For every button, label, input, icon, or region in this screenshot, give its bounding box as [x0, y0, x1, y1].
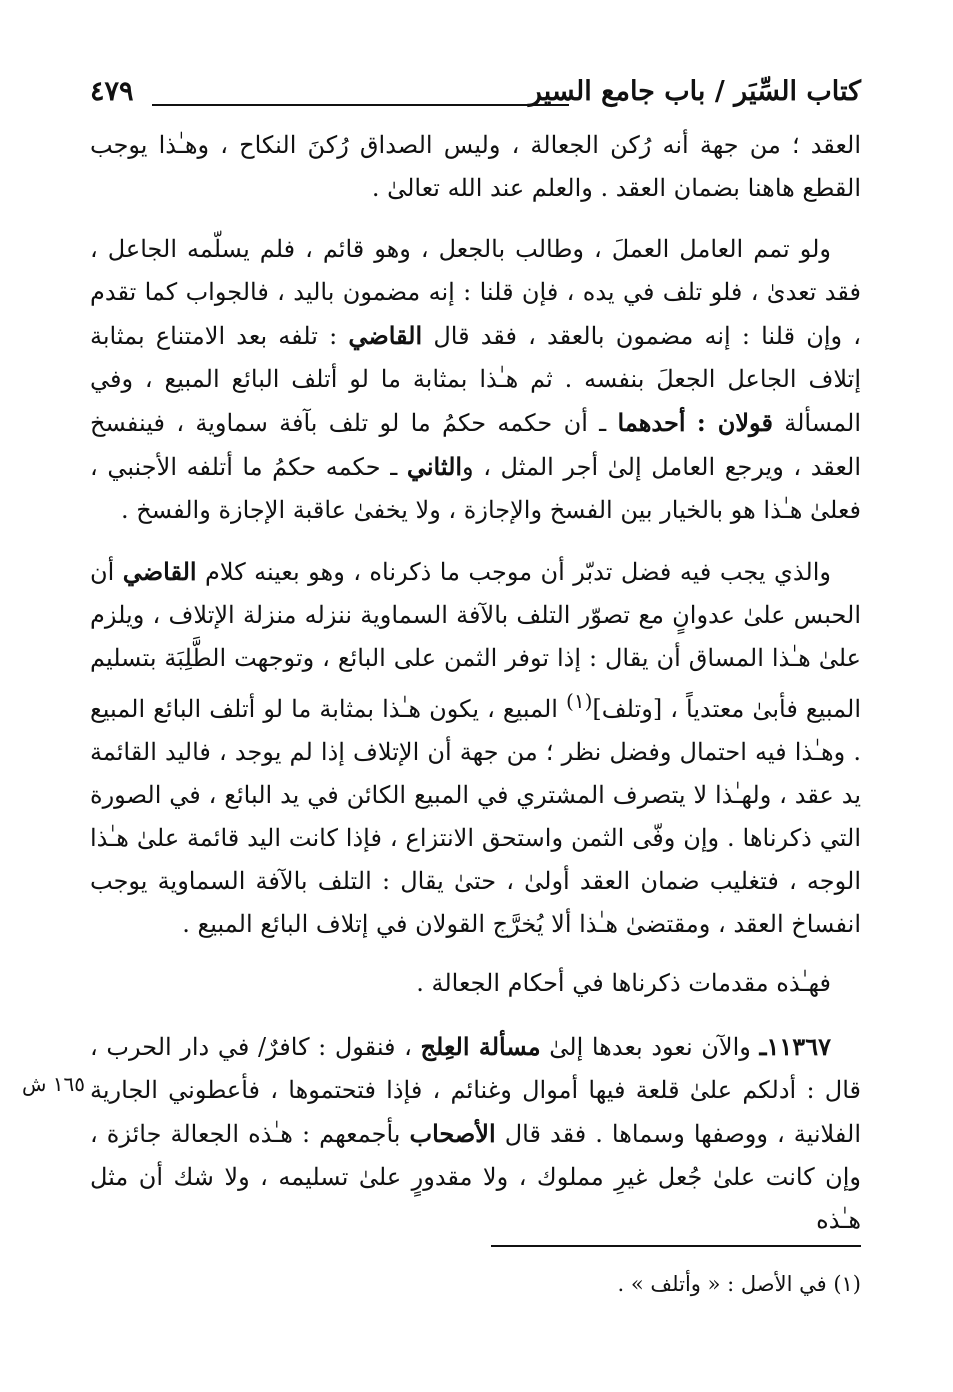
text-run: والآن نعود بعدها إلىٰ: [549, 1033, 751, 1061]
text-run: ، فنقول : كافرٌ/ في دار الحرب ، قال : أدلكم علىٰ قلعة فيها أموال وغنائم ، فإذا فتحتموها ، فأعطوني الجارية الفلانية ، ووصفها وسماها . فقد قال: [90, 1033, 861, 1148]
paragraph-5: [90, 1025, 861, 1242]
name-qadi: القاضي: [122, 557, 197, 586]
running-header: [90, 76, 861, 120]
header-rule: [152, 104, 569, 106]
main-text: [90, 124, 861, 1242]
text-run: ـ حكمه حكمُ ما أتلفه الأجنبي ، فعلىٰ هـٰذا هو بالخيار بين الفسخ والإجازة ، ولا يخفىٰ عاقبة الإجازة والفسخ .: [90, 453, 861, 524]
text-run: ولو تمم العامل العملَ ، وطالب بالجعل ، وهو قائم ، فلم يسلّمه الجاعل ، فقد تعدىٰ ، فلو تلف في يده ، فإن قلنا : إنه مضمون باليد ، فالجواب كما تقدم ، وإن قلنا : إنه مضمون بالعقد ، فقد قال: [90, 235, 861, 350]
footnote-marker[interactable]: (١): [566, 689, 593, 713]
text-run: المبيع ، يكون هـٰذا بمثابة ما لو أتلف البائع المبيع . وهـٰذا فيه احتمال وفضل نظر ؛ من جهة أن الإتلاف إذا لم يوجد ، فاليد القائمة يد عقد ، ولهـٰذا لا يتصرف المشتري في المبيع الكائن في يد البائع ، في الصورة التي ذكرناها . وإن وفّى الثمن واستحق الانتزاع ، فإذا كانت اليد قائمة علىٰ هـٰذا الوجه ، فتغليب ضمان العقد أولىٰ ، حتىٰ يقال : التلف بالآفة السماوية يوجب انفساخ العقد ، ومقتضىٰ هـٰذا ألا يُخرَّج القولان في إتلاف البائع المبيع .: [90, 695, 861, 938]
term-ahaduhuma: أحدهما: [617, 408, 686, 437]
margin-folio-note: ١٦٥ ش: [22, 1072, 86, 1096]
text-run: ـ أن حكمه حكمُ ما لو تلف بآفة سماوية ، فينفسخ العقد ، ويرجع العامل إلىٰ أجر المثل ، و: [90, 409, 862, 481]
term-thani: الثاني: [406, 452, 463, 481]
term-qawlan: قولان :: [696, 408, 773, 437]
paragraph-1: العقد ؛ من جهة أنه رُكن الجعالة ، وليس الصداق رُكنَ النكاح ، وهـٰذا يوجب القطع هاهنا بضمان العقد . والعلم عند الله تعالىٰ .: [90, 131, 861, 202]
paragraph-2: [90, 228, 861, 532]
issue-number: ١١٣٦٧ـ: [759, 1032, 831, 1061]
footnote-separator: [491, 1245, 861, 1247]
chapter-title: كتاب السِّيَر / باب جامع السير: [528, 76, 861, 107]
name-qadi: القاضي: [348, 321, 423, 350]
term-masalat-alilj: مسألة العِلج: [420, 1032, 541, 1061]
page-number: ٤٧٩: [90, 76, 134, 107]
paragraph-4: فهـٰذه مقدمات ذكرناها في أحكام الجعالة .: [416, 969, 831, 997]
text-run: : تلفه بعد الامتناع بمثابة إتلاف الجاعل الجعلَ بنفسه . ثم هـٰذا بمثابة ما لو أتلف البائع المبيع ، وفي المسألة: [90, 322, 862, 437]
term-ashab: الأصحاب: [409, 1119, 496, 1148]
text-run: بأجمعهم : هـٰذه الجعالة جائزة ، وإن كانت علىٰ جُعل غيرِ مملوك ، ولا مقدورٍ علىٰ تسليمه ، ولا شك أن مثل هـٰذه: [90, 1120, 861, 1234]
text-run: والذي يجب فيه فضل تدبّر أن موجب ما ذكرناه ، وهو بعينه كلام: [205, 558, 831, 586]
text-run: أن الحبس علىٰ عدوانٍ مع تصوّر التلف بالآفة السماوية ننزله منزلة الإتلاف ، ويلزم علىٰ هـٰذا المساق أن يقال : إذا توفر الثمن على البائع ، وتوجهت الطَّلِبَة بتسليم المبيع فأبىٰ معتدياً ، [وتلف]: [90, 558, 861, 723]
paragraph-3: [90, 550, 861, 946]
footnote: (١) في الأصل : « وأتلف » .: [617, 1272, 861, 1296]
